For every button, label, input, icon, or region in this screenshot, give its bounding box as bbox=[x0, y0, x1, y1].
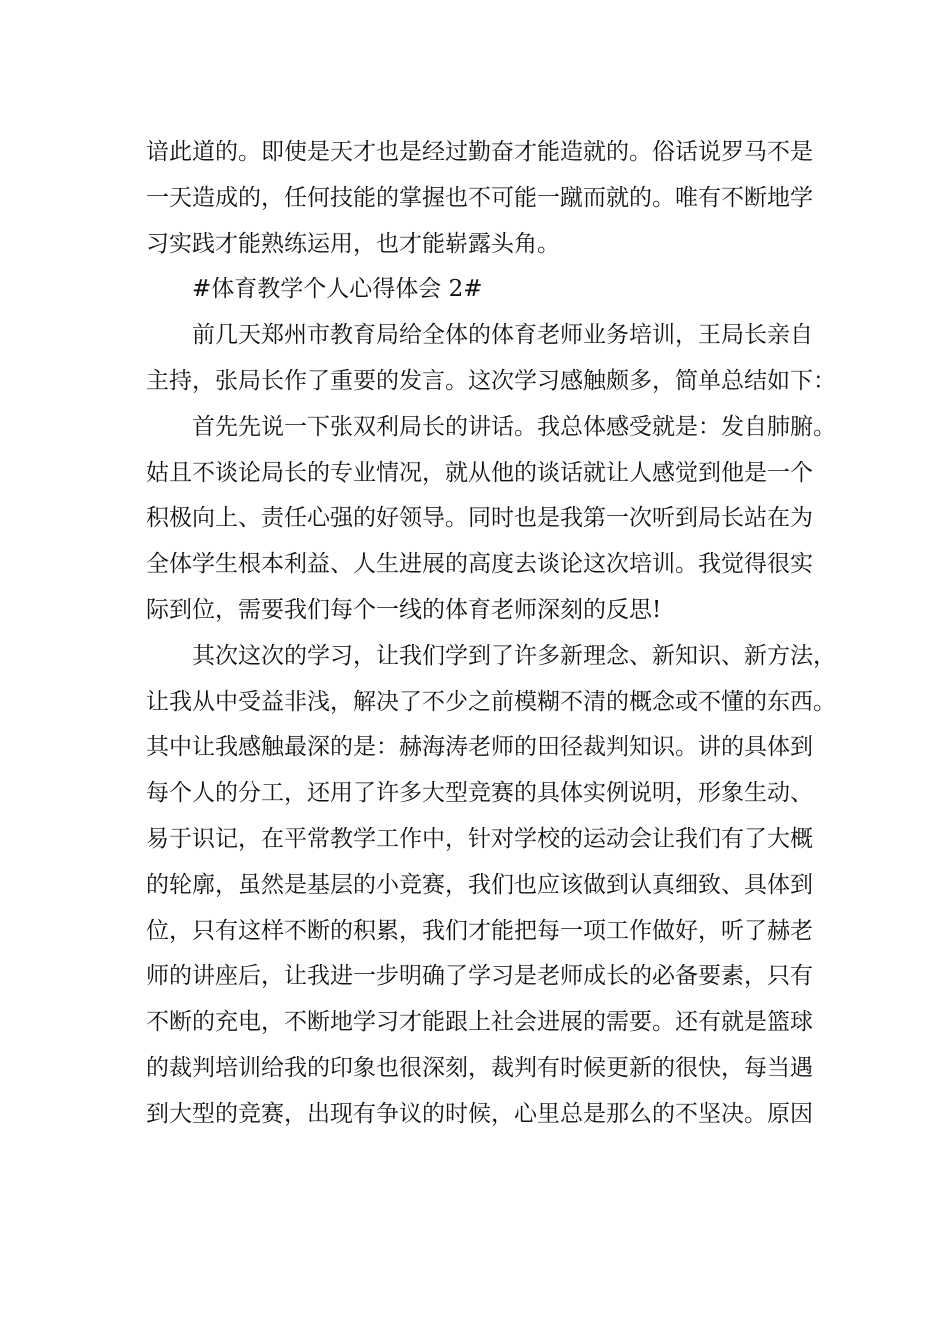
text-line: 位，只有这样不断的积累，我们才能把每一项工作做好，听了赫老 bbox=[146, 917, 813, 944]
text-line: 让我从中受益非浅，解决了不少之前模糊不清的概念或不懂的东西。 bbox=[146, 688, 836, 715]
text-line: 不断的充电，不断地学习才能跟上社会进展的需要。还有就是篮球 bbox=[146, 1009, 813, 1036]
text-line: 每个人的分工，还用了许多大型竞赛的具体实例说明，形象生动、 bbox=[146, 780, 813, 807]
text-line: 易于识记，在平常教学工作中，针对学校的运动会让我们有了大概 bbox=[146, 825, 813, 852]
text-line: 到大型的竞赛，出现有争议的时候，心里总是那么的不坚决。原因 bbox=[146, 1100, 813, 1127]
text-line: 前几天郑州市教育局给全体的体育老师业务培训，王局长亲自 bbox=[192, 322, 813, 349]
text-line: 谙此道的。即使是天才也是经过勤奋才能造就的。俗话说罗马不是 bbox=[146, 139, 813, 165]
text-line: 主持，张局长作了重要的发言。这次学习感触颇多，简单总结如下： bbox=[146, 367, 836, 394]
text-line: 的轮廓，虽然是基层的小竞赛，我们也应该做到认真细致、具体到 bbox=[146, 871, 813, 898]
text-line: 首先先说一下张双利局长的讲话。我总体感受就是：发自肺腑。 bbox=[192, 413, 836, 440]
text-line: 的裁判培训给我的印象也很深刻，裁判有时候更新的很快，每当遇 bbox=[146, 1054, 813, 1081]
text-line: 其次这次的学习，让我们学到了许多新理念、新知识、新方法， bbox=[192, 642, 836, 669]
text-line: 积极向上、责任心强的好领导。同时也是我第一次听到局长站在为 bbox=[146, 505, 813, 532]
text-line: #体育教学个人心得体会 2# bbox=[192, 276, 483, 303]
text-line: 师的讲座后，让我进一步明确了学习是老师成长的必备要素，只有 bbox=[146, 963, 813, 990]
text-line: 其中让我感触最深的是：赫海涛老师的田径裁判知识。讲的具体到 bbox=[146, 734, 813, 761]
text-line: 际到位，需要我们每个一线的体育老师深刻的反思! bbox=[146, 596, 662, 623]
text-line: 全体学生根本利益、人生进展的高度去谈论这次培训。我觉得很实 bbox=[146, 551, 813, 578]
text-line: 姑且不谈论局长的专业情况，就从他的谈话就让人感觉到他是一个 bbox=[146, 459, 813, 486]
text-line: 习实践才能熟练运用，也才能崭露头角。 bbox=[146, 230, 560, 257]
text-line: 一天造成的，任何技能的掌握也不可能一蹴而就的。唯有不断地学 bbox=[146, 184, 813, 211]
document-body bbox=[146, 130, 836, 1138]
